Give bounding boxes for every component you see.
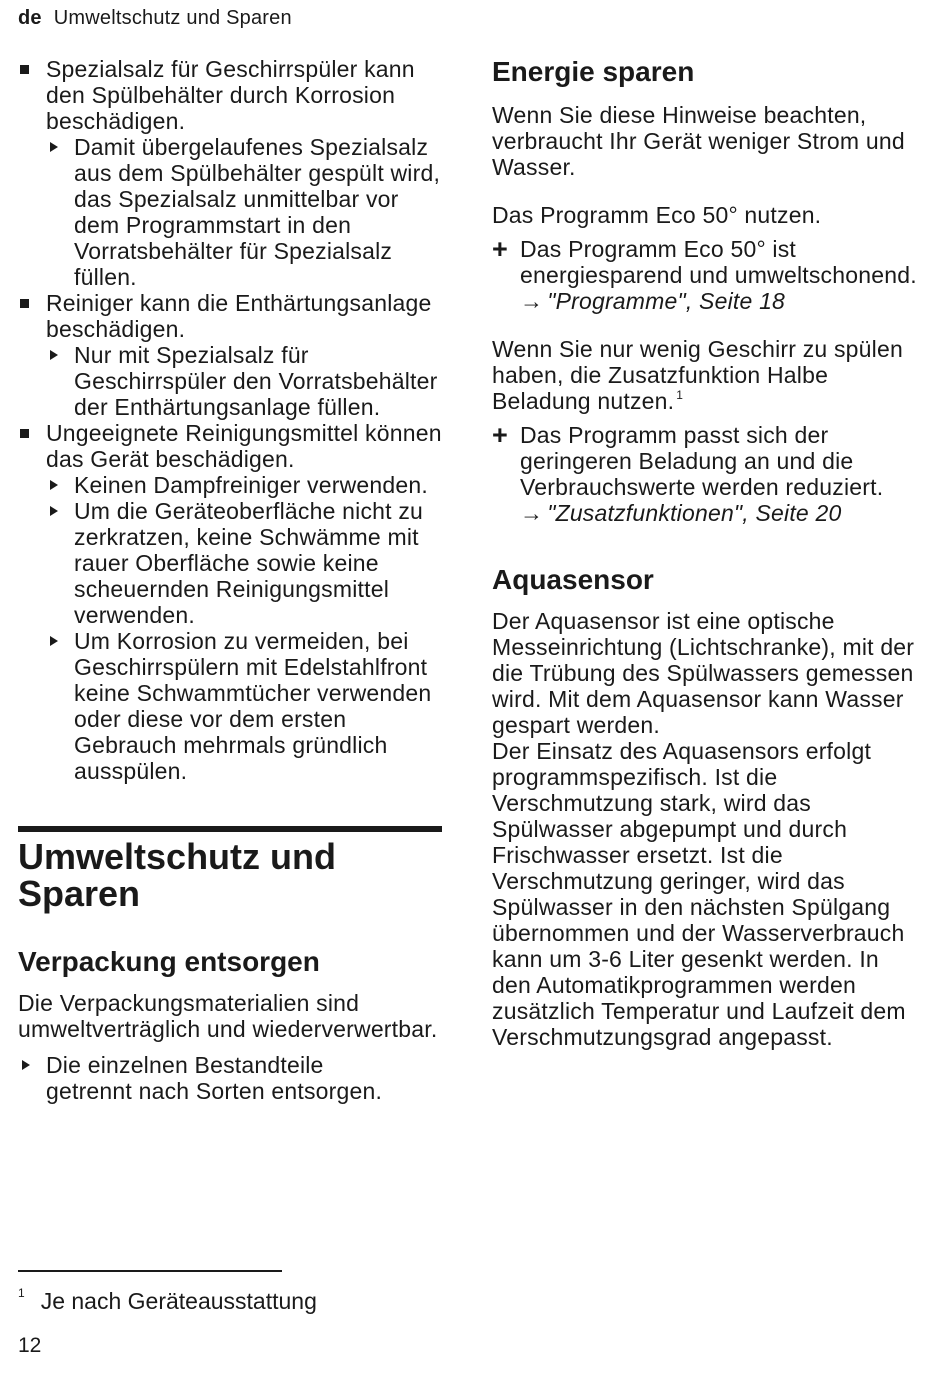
cross-reference[interactable]: → "Programme", Seite 18 <box>520 288 786 314</box>
section-title-packaging: Verpackung entsorgen <box>18 946 320 977</box>
warning-bullet: Spezialsalz für Geschirrspüler kann den Spülbehälter durch Korrosion beschädigen. Damit übergelaufenes Spezialsalz aus dem Spülbehälter gespült wird, das Spezialsalz unmittelbar vor dem Programmstart in den Vorratsbehälter für Spezialsalz füllen. <box>18 56 448 290</box>
header-section-title: Umweltschutz und Sparen <box>53 7 292 29</box>
plus-icon: + <box>492 234 508 264</box>
cross-reference[interactable]: → "Zusatzfunktionen", Seite 20 <box>520 500 842 526</box>
instruction-step: Um die Geräteoberfläche nicht zu zerkratzen, keine Schwämme mit rauer Oberfläche sowie keine scheuernden Reinigungsmittel verwenden. <box>46 498 448 628</box>
warning-bullet: Ungeeignete Reinigungsmittel können das Gerät beschädigen. Keinen Dampfreiniger verwenden. Um die Geräteoberfläche nicht zu zerkratzen, keine Schwämme mit rauer Oberfläche sowie keine scheuernden Reinigungsmittel verwenden. Um Korrosion zu vermeiden, bei Geschirrspülern mit Edelstahlfront keine Schwammtücher verwenden oder diese vor dem ersten Gebrauch mehrmals gründlich ausspülen. <box>18 420 448 784</box>
section-title-energy: Energie sparen <box>492 56 695 87</box>
instruction-step: Die einzelnen Bestandteile getrennt nach Sorten entsorgen. <box>18 1052 416 1104</box>
warning-bullet: Reiniger kann die Enthärtungsanlage beschädigen. Nur mit Spezialsalz für Geschirrspüler den Vorratsbehälter der Enthärtungsanlage füllen. <box>18 290 448 420</box>
reference-arrow-icon: → <box>520 288 544 314</box>
left-column <box>18 56 448 1104</box>
instruction-step: Um Korrosion zu vermeiden, bei Geschirrspülern mit Edelstahlfront keine Schwammtücher verwenden oder diese vor dem ersten Gebrauch mehrmals gründlich ausspülen. <box>46 628 448 784</box>
language-code: de <box>18 7 42 29</box>
aquasensor-paragraph: Der Einsatz des Aquasensors erfolgt programmspezifisch. Ist die Verschmutzung stark, wird das Spülwasser abgepumpt und durch Frischwasser ersetzt. Ist die Verschmutzung geringer, wird das Spülwasser in den nächsten Spülgang übernommen und der Wasserverbrauch kann um 3-6 Liter gesenkt werden. In den Automatikprogrammen werden zusätzlich Temperatur und Laufzeit dem Verschmutzungsgrad angepasst. <box>492 738 906 1050</box>
section-title-aquasensor: Aquasensor <box>492 564 654 595</box>
packaging-text: Die Verpackungsmaterialien sind umweltverträglich und wiederverwertbar. <box>18 990 438 1042</box>
chapter-title: Umweltschutz und Sparen <box>18 836 337 914</box>
energy-tip: Das Programm Eco 50° nutzen. <box>492 202 822 228</box>
advantage-item: + Das Programm Eco 50° ist energiesparend und umweltschonend. → "Programme", Seite 18 <box>492 236 922 314</box>
footnote-text: Je nach Geräteausstattung <box>40 1288 317 1314</box>
footnote-number: 1 <box>18 1286 25 1300</box>
step-arrow-icon <box>50 350 58 360</box>
step-arrow-icon <box>50 480 58 490</box>
footnote-divider <box>18 1270 282 1272</box>
plus-icon: + <box>492 420 508 450</box>
page-number: 12 <box>18 1334 42 1357</box>
step-arrow-icon <box>50 142 58 152</box>
right-column <box>492 56 922 1050</box>
footnote <box>18 1288 317 1315</box>
reference-arrow-icon: → <box>520 500 544 526</box>
instruction-step: Nur mit Spezialsalz für Geschirrspüler den Vorratsbehälter der Enthärtungsanlage füllen. <box>46 342 448 420</box>
running-header <box>18 7 292 30</box>
advantage-item: + Das Programm passt sich der geringeren Beladung an und die Verbrauchswerte werden reduziert. → "Zusatzfunktionen", Seite 20 <box>492 422 922 526</box>
step-arrow-icon <box>50 636 58 646</box>
footnote-marker: 1 <box>676 388 684 402</box>
energy-tip: Wenn Sie nur wenig Geschirr zu spülen haben, die Zusatzfunktion Halbe Beladung nutzen. $^1$ <box>492 336 903 414</box>
chapter-divider <box>18 826 442 832</box>
instruction-step: Damit übergelaufenes Spezialsalz aus dem Spülbehälter gespült wird, das Spezialsalz unmittelbar vor dem Programmstart in den Vorratsbehälter für Spezialsalz füllen. <box>46 134 448 290</box>
instruction-step: Keinen Dampfreiniger verwenden. <box>46 472 448 498</box>
step-arrow-icon <box>50 506 58 516</box>
energy-intro: Wenn Sie diese Hinweise beachten, verbraucht Ihr Gerät weniger Strom und Wasser. <box>492 102 905 180</box>
step-arrow-icon <box>22 1060 30 1070</box>
aquasensor-paragraph: Der Aquasensor ist eine optische Messeinrichtung (Lichtschranke), mit der die Trübung des Spülwassers gemessen wird. Mit dem Aquasensor kann Wasser gespart werden. <box>492 608 915 738</box>
